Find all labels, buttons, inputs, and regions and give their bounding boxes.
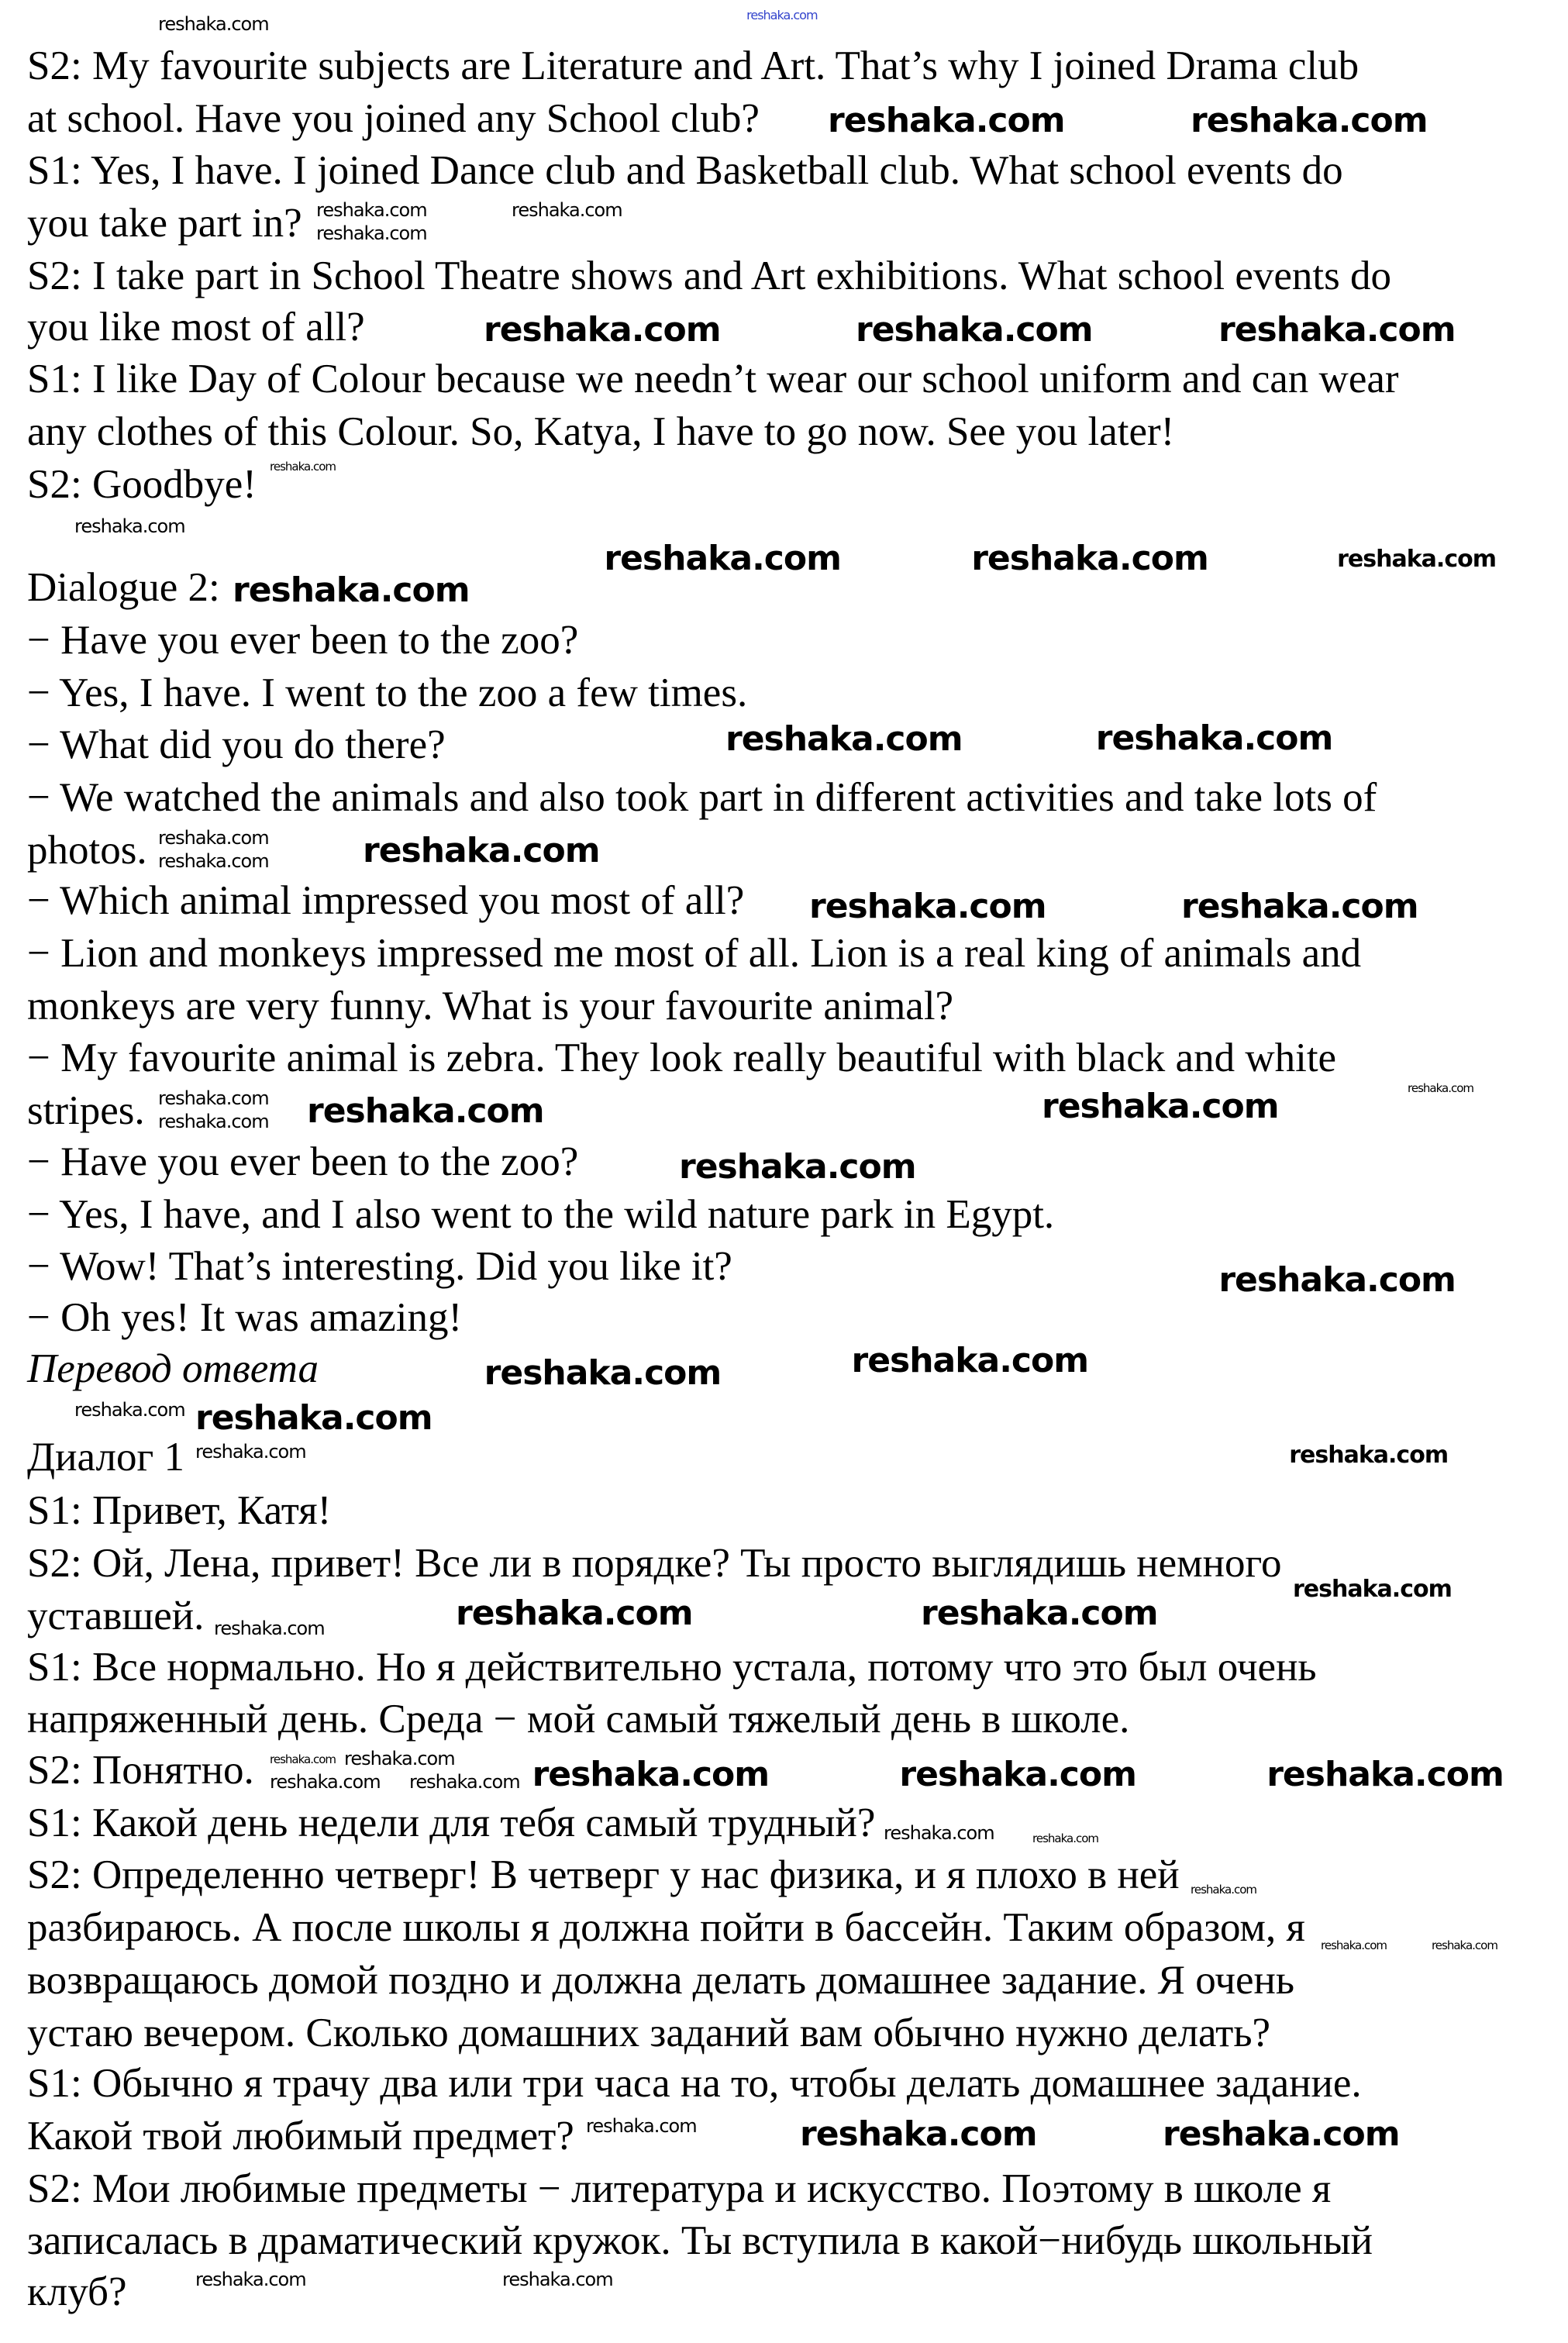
watermark: reshaka.com [214, 1618, 325, 1639]
watermark: reshaka.com [1408, 1080, 1474, 1095]
watermark: reshaka.com [158, 1087, 269, 1109]
text-line: S2: My favourite subjects are Literature and Art. That’s why I joined Drama club [27, 43, 1360, 89]
text-line: Диалог 1 [27, 1434, 184, 1480]
watermark: reshaka.com [604, 539, 841, 579]
text-line: устаю вечером. Сколько домашних заданий вам обычно нужно делать? [27, 2010, 1271, 2055]
watermark: reshaka.com [456, 1594, 693, 1633]
text-line: − Yes, I have, and I also went to the wild nature park in Egypt. [27, 1191, 1055, 1237]
watermark: reshaka.com [1337, 545, 1496, 573]
text-line: − Which animal impressed you most of all? [27, 878, 745, 924]
text-line: напряженный день. Среда − мой самый тяжелый день в школе. [27, 1697, 1130, 1742]
text-line: Какой твой любимый предмет? [27, 2113, 574, 2159]
watermark: reshaka.com [971, 539, 1208, 579]
text-line: разбираюсь. А после школы я должна пойти в бассейн. Таким образом, я [27, 1905, 1305, 1951]
text-line: at school. Have you joined any School club? [27, 95, 760, 141]
watermark: reshaka.com [1042, 1087, 1279, 1126]
watermark: reshaka.com [270, 1771, 381, 1793]
watermark: reshaka.com [1191, 101, 1428, 140]
text-line: − Have you ever been to the zoo? [27, 1139, 579, 1184]
text-line: S2: Goodbye! [27, 461, 257, 507]
watermark: reshaka.com [921, 1594, 1158, 1633]
watermark: reshaka.com [270, 460, 336, 474]
text-line: уставшей. [27, 1593, 205, 1638]
text-line: S2: Определенно четверг! В четверг у нас физика, и я плохо в ней [27, 1852, 1180, 1898]
watermark: reshaka.com [1032, 1831, 1098, 1845]
text-line: stripes. [27, 1088, 145, 1134]
watermark: reshaka.com [1181, 887, 1418, 926]
watermark: reshaka.com [195, 1441, 306, 1463]
text-line: S1: Обычно я трачу два или три часа на то, чтобы делать домашнее задание. [27, 2061, 1362, 2107]
text-line: any clothes of this Colour. So, Katya, I have to go now. See you later! [27, 408, 1175, 454]
watermark: reshaka.com [586, 2115, 697, 2137]
text-line: you like most of all? [27, 304, 365, 350]
watermark: reshaka.com [484, 310, 721, 350]
watermark: reshaka.com [851, 1341, 1089, 1381]
watermark: reshaka.com [270, 1752, 336, 1766]
watermark: reshaka.com [233, 570, 470, 610]
text-line: − Have you ever been to the zoo? [27, 617, 579, 663]
text-line: monkeys are very funny. What is your favourite animal? [27, 983, 954, 1029]
text-line: S1: I like Day of Colour because we needn’t wear our school uniform and can wear [27, 357, 1399, 402]
text-line: S1: Какой день недели для тебя самый трудный? [27, 1800, 876, 1845]
text-line: photos. [27, 827, 147, 873]
watermark: reshaka.com [1191, 1883, 1256, 1897]
text-line: S1: Yes, I have. I joined Dance club and Basketball club. What school events do [27, 148, 1343, 194]
watermark: reshaka.com [1293, 1576, 1452, 1603]
text-line: − Yes, I have. I went to the zoo a few times. [27, 670, 748, 715]
watermark: reshaka.com [884, 1822, 994, 1844]
text-line: S2: Мои любимые предметы − литература и искусство. Поэтому в школе я [27, 2166, 1332, 2211]
text-line: Перевод ответа [27, 1346, 319, 1391]
watermark: reshaka.com [363, 831, 600, 870]
text-line: − What did you do there? [27, 722, 446, 768]
text-line: S2: I take part in School Theatre shows and Art exhibitions. What school events do [27, 253, 1391, 298]
text-line: записалась в драматический кружок. Ты вступила в какой−нибудь школьный [27, 2218, 1373, 2264]
watermark: reshaka.com [316, 222, 427, 244]
watermark: reshaka.com [899, 1754, 1136, 1794]
text-line: возвращаюсь домой поздно и должна делать домашнее задание. Я очень [27, 1957, 1295, 2003]
text-line: − Wow! That’s interesting. Did you like it? [27, 1244, 732, 1290]
text-line: − Oh yes! It was amazing! [27, 1294, 463, 1340]
watermark: reshaka.com [800, 2114, 1037, 2154]
watermark: reshaka.com [316, 199, 427, 221]
text-line: S1: Все нормально. Но я действительно устала, потому что это был очень [27, 1644, 1317, 1690]
watermark: reshaka.com [1163, 2114, 1400, 2154]
watermark: reshaka.com [1218, 310, 1456, 350]
watermark: reshaka.com [158, 1111, 269, 1132]
text-line: S1: Привет, Катя! [27, 1488, 332, 1534]
watermark: reshaka.com [1095, 718, 1333, 759]
watermark: reshaka.com [746, 7, 818, 22]
watermark: reshaka.com [74, 515, 185, 537]
watermark: reshaka.com [1321, 1938, 1387, 1952]
watermark: reshaka.com [409, 1771, 520, 1793]
watermark: reshaka.com [158, 827, 269, 849]
watermark: reshaka.com [502, 2269, 613, 2290]
watermark: reshaka.com [725, 719, 963, 759]
watermark: reshaka.com [195, 2269, 306, 2290]
watermark: reshaka.com [158, 13, 269, 35]
watermark: reshaka.com [856, 310, 1093, 350]
watermark: reshaka.com [307, 1091, 544, 1131]
watermark: reshaka.com [1431, 1938, 1497, 1952]
text-line: Dialogue 2: [27, 565, 220, 611]
watermark: reshaka.com [1218, 1259, 1456, 1300]
watermark: reshaka.com [532, 1754, 770, 1794]
text-line: клуб? [27, 2269, 127, 2315]
watermark: reshaka.com [679, 1147, 916, 1187]
watermark: reshaka.com [484, 1352, 722, 1393]
watermark: reshaka.com [74, 1399, 185, 1421]
watermark: reshaka.com [158, 850, 269, 872]
text-line: S2: Ой, Лена, привет! Все ли в порядке? Ты просто выглядишь немного [27, 1541, 1282, 1587]
watermark: reshaka.com [1266, 1754, 1504, 1794]
text-line: − We watched the animals and also took part in different activities and take lots of [27, 774, 1377, 820]
watermark: reshaka.com [195, 1398, 432, 1438]
watermark: reshaka.com [344, 1748, 455, 1769]
text-line: you take part in? [27, 201, 302, 246]
watermark: reshaka.com [828, 101, 1065, 140]
text-line: S2: Понятно. [27, 1748, 254, 1793]
watermark: reshaka.com [1289, 1442, 1449, 1470]
text-line: − Lion and monkeys impressed me most of all. Lion is a real king of animals and [27, 931, 1362, 977]
text-line: − My favourite animal is zebra. They look really beautiful with black and white [27, 1035, 1337, 1081]
watermark: reshaka.com [809, 887, 1046, 926]
watermark: reshaka.com [512, 199, 622, 221]
